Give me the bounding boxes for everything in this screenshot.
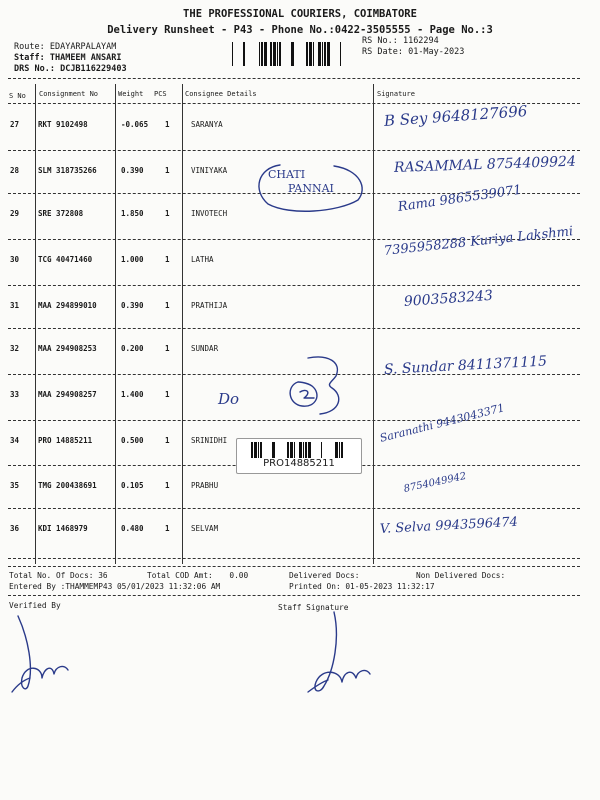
row-signature: 8754049942 <box>402 470 468 495</box>
route-line <box>14 42 116 52</box>
row-divider <box>8 508 580 509</box>
total-cod-value: 0.00 <box>229 571 249 580</box>
total-docs-value: 36 <box>98 571 108 580</box>
row-sno: 27 <box>10 120 20 129</box>
col-divider <box>373 84 374 564</box>
row-consignment: TCG 40471460 <box>38 255 93 264</box>
row-consignee: SRINIDHI <box>191 436 228 445</box>
footer-bottom-rule <box>8 595 580 596</box>
row-sno: 35 <box>10 481 20 490</box>
rs-date-label: RS Date: <box>362 47 403 57</box>
col-divider <box>35 84 36 564</box>
staff-label: Staff: <box>14 53 45 63</box>
row-signature: RASAMMAL 8754409924 <box>393 153 577 176</box>
drs-line <box>14 64 127 74</box>
row-sno: 29 <box>10 209 20 218</box>
row-weight: 0.105 <box>121 481 144 490</box>
verifier-signature <box>8 608 78 698</box>
runsheet-title: Delivery Runsheet - P43 - Phone No.:0422-3505555 - Page No.:3 <box>107 24 493 36</box>
row28-note-line2: PANNAI <box>288 182 334 195</box>
row-sno: 36 <box>10 524 20 533</box>
row-pcs: 1 <box>165 120 170 129</box>
row-signature: V. Selva 9943596474 <box>379 514 519 537</box>
row-sno: 32 <box>10 344 20 353</box>
row34-barcode-sticker <box>236 438 362 474</box>
row-consignee: VINIYAKA <box>191 166 228 175</box>
total-cod <box>147 571 248 580</box>
row-sno: 34 <box>10 436 20 445</box>
row-sno: 30 <box>10 255 20 264</box>
row-pcs: 1 <box>165 344 170 353</box>
col-header-sno: S No <box>9 92 26 100</box>
col-divider <box>182 84 183 564</box>
non-delivered-docs: Non Delivered Docs: <box>416 571 506 580</box>
row-signature: Rama 9865539071 <box>396 182 523 215</box>
header-top-rule <box>8 78 580 79</box>
row-weight: 0.200 <box>121 344 144 353</box>
rs-date-line <box>362 47 464 57</box>
row34-barcode-text: PRO14885211 <box>263 458 335 469</box>
row-weight: 1.850 <box>121 209 144 218</box>
row-consignee: SELVAM <box>191 524 219 533</box>
verified-by-label: Verified By <box>9 601 61 610</box>
row-divider <box>8 558 580 559</box>
row-pcs: 1 <box>165 436 170 445</box>
row-weight: 1.400 <box>121 390 144 399</box>
row-weight: 0.390 <box>121 301 144 310</box>
staff-signature-label: Staff Signature <box>278 603 349 612</box>
rs-date-value: 01-May-2023 <box>408 47 465 57</box>
row-pcs: 1 <box>165 524 170 533</box>
row-signature: S. Sundar 8411371115 <box>383 353 548 378</box>
total-docs-label: Total No. Of Docs: <box>9 571 94 580</box>
row-pcs: 1 <box>165 390 170 399</box>
row-consignee: SUNDAR <box>191 344 219 353</box>
row-divider <box>8 328 580 329</box>
total-docs <box>9 571 108 580</box>
row-sno: 28 <box>10 166 20 175</box>
col-header-consignment: Consignment No <box>39 90 99 98</box>
row-consignee: LATHA <box>191 255 214 264</box>
row-pcs: 1 <box>165 209 170 218</box>
row-divider <box>8 150 580 151</box>
printed-on: Printed On: 01-05-2023 11:32:17 <box>289 582 435 591</box>
staff-value: THAMEEM ANSARI <box>49 53 122 63</box>
row-consignee: INVOTECH <box>191 209 228 218</box>
drs-value: DCJB116229403 <box>60 64 127 74</box>
row-signature: 7395958288 Kuriya Lakshmi <box>383 224 574 259</box>
ditto-mark <box>280 352 360 418</box>
row-consignment: KDI 1468979 <box>38 524 88 533</box>
row-weight: 1.000 <box>121 255 144 264</box>
row-weight: 0.480 <box>121 524 144 533</box>
row-consignment: MAA 294908257 <box>38 390 97 399</box>
row-consignment: SLM 318735266 <box>38 166 97 175</box>
drs-barcode <box>230 42 356 66</box>
row-pcs: 1 <box>165 481 170 490</box>
rs-no-value: 1162294 <box>402 36 439 46</box>
rs-no-line <box>362 36 439 46</box>
col-header-pcs: PCS <box>154 90 167 98</box>
entered-by: Entered By :THAMMEMP43 05/01/2023 11:32:06 AM <box>9 582 221 591</box>
row-divider <box>8 420 580 421</box>
row-pcs: 1 <box>165 166 170 175</box>
col-header-signature: Signature <box>377 90 415 98</box>
row28-note-line1: CHATI <box>268 168 306 181</box>
staff-line <box>14 53 122 63</box>
row-signature: 9003583243 <box>403 287 494 310</box>
total-cod-label: Total COD Amt: <box>147 571 213 580</box>
row-consignment: TMG 200438691 <box>38 481 97 490</box>
footer-rule <box>8 566 580 567</box>
row-sno: 31 <box>10 301 20 310</box>
rs-no-label: RS No.: <box>362 36 398 46</box>
delivered-docs: Delivered Docs: <box>289 571 360 580</box>
route-value: EDAYARPALAYAM <box>49 42 117 52</box>
row-divider <box>8 285 580 286</box>
row-pcs: 1 <box>165 255 170 264</box>
row-consignment: PRO 14885211 <box>38 436 93 445</box>
row-sno: 33 <box>10 390 20 399</box>
col-header-weight: Weight <box>118 90 144 98</box>
row-consignment: RKT 9102498 <box>38 120 88 129</box>
company-name: THE PROFESSIONAL COURIERS, COIMBATORE <box>183 8 417 20</box>
row-consignee: PRATHIJA <box>191 301 228 310</box>
row-consignment: MAA 294908253 <box>38 344 97 353</box>
drs-label: DRS No.: <box>14 64 55 74</box>
row-pcs: 1 <box>165 301 170 310</box>
row-consignment: SRE 372808 <box>38 209 84 218</box>
row34-barcode <box>247 442 351 458</box>
row-signature: B Sey 9648127696 <box>383 102 528 130</box>
staff-signature-mark <box>304 608 384 700</box>
row33-note: Do <box>218 390 240 408</box>
row-weight: 0.390 <box>121 166 144 175</box>
col-header-consignee: Consignee Details <box>185 90 257 98</box>
row-weight: 0.500 <box>121 436 144 445</box>
row-consignee: SARANYA <box>191 120 223 129</box>
route-label: Route: <box>14 42 45 52</box>
row-weight: -0.065 <box>121 120 149 129</box>
col-divider <box>115 84 116 564</box>
row-signature: Saranathi 9443043371 <box>378 401 506 445</box>
row-consignment: MAA 294899010 <box>38 301 97 310</box>
row-consignee: PRABHU <box>191 481 219 490</box>
